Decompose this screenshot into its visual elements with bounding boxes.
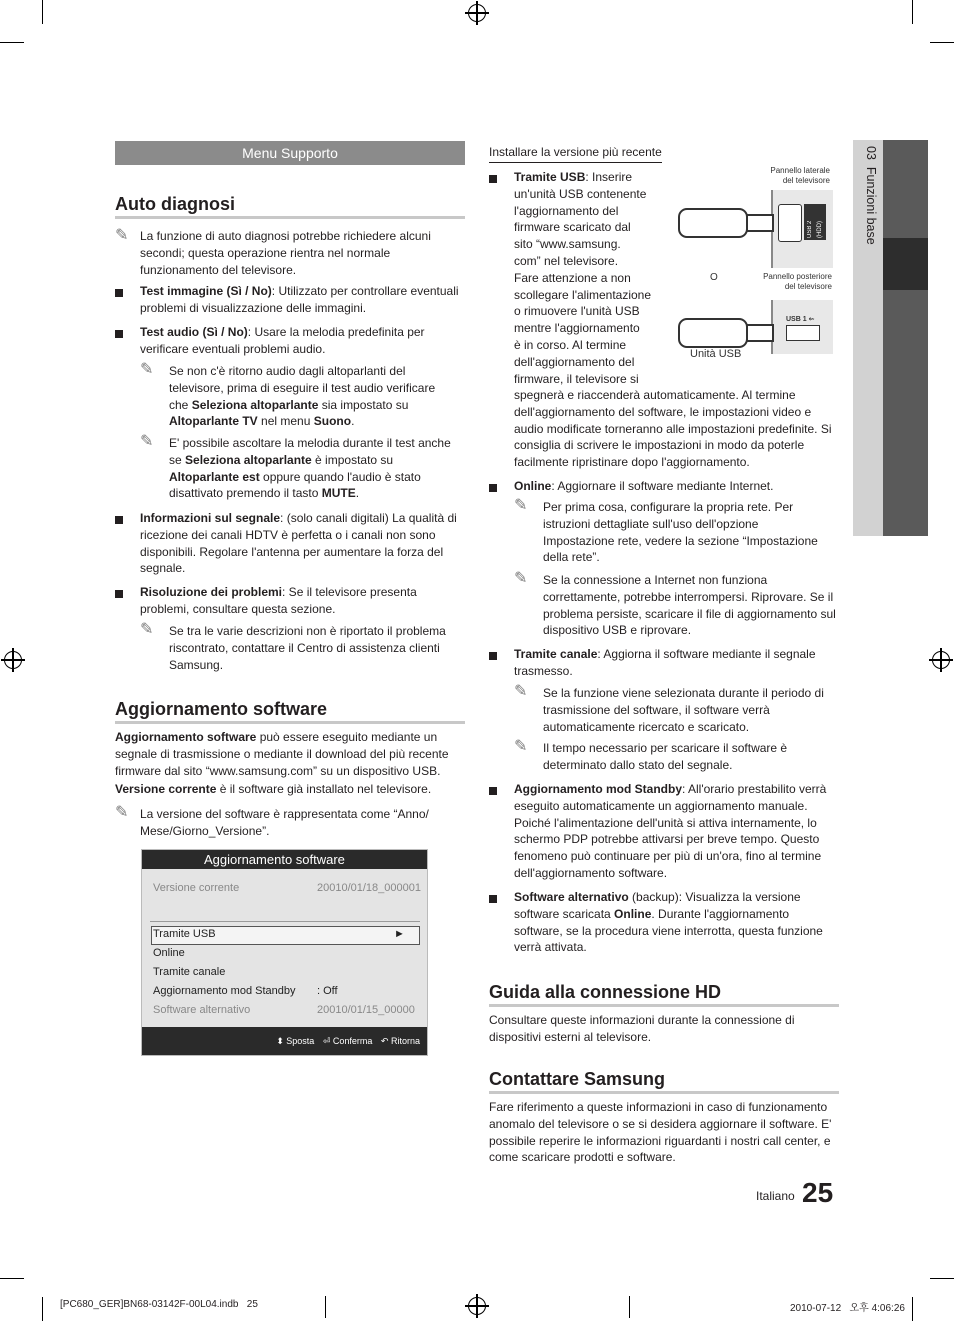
contattare-section [489,1068,839,1094]
bullet-text: Test immagine (Sì / No): Utilizzato per controllare eventuali problemi di visualizzazione delle immagini. [140,284,459,315]
note-text: E' possibile ascoltare la melodia durante il test anche se Seleziona altoparlante è impostato su Altoparlante est oppure quando l'audio è stato disattivato premendo il tasto MUTE. [169,436,451,501]
note-pencil-icon: ✎ [514,738,528,755]
osd-item-value: : Off [317,985,338,997]
registration-mark-icon [4,651,22,669]
osd-footer-confirm: Conferma [332,1036,373,1046]
section-rule [115,721,465,724]
section-title: Auto diagnosi [115,194,235,214]
return-icon: ↶ [380,1036,389,1046]
side-tab-dark [883,140,928,536]
note-text: Se tra le varie descrizioni non è riportato il problema riscontrato, contattare il Centro di assistenza clienti Samsung. [169,624,446,672]
contattare-text: Fare riferimento a queste informazioni in caso di funzionamento anomalo del televisore o se si desidera aggiornare il software. E' possibile reperire le informazioni riguardanti i nostri call center, e come scaricare prodotti e software. [489,1100,832,1165]
diagram-side-label: Pannello laterale del televisore [770,166,830,185]
osd-title: Aggiornamento software [204,852,345,867]
crop-mark [42,1297,43,1321]
note-pencil-icon: ✎ [140,433,154,450]
aggiornamento-section [115,698,465,724]
osd-item-tramite-canale[interactable]: Tramite canale [153,966,226,978]
side-port-label: USB 2 (HDD) [807,220,823,238]
osd-item-standby[interactable]: Aggiornamento mod Standby [153,985,296,997]
note-text: Se non c'è ritorno audio dagli altoparlanti del televisore, prima di eseguire il test audio verificare che Seleziona altoparlante sia impostato su Altoparlante TV nel menu Suono. [169,364,436,429]
bullet-icon [115,590,123,598]
bullet-text: Risoluzione dei problemi: Se il televisore presenta problemi, consultare questa sezione. [140,585,417,616]
intro-text: Aggiornamento software può essere eseguito mediante un segnale di trasmissione o mediante il download del più recente firmware dal sito “www.samsung.com” su un dispositivo USB. [115,730,449,778]
bullet-icon [489,787,497,795]
page-number: 25 [802,1177,834,1208]
registration-mark-icon [468,4,486,22]
usb-drive-rear-icon [678,318,748,348]
osd-divider [150,921,420,922]
note-text: Il tempo necessario per scaricare il software è determinato dallo stato del segnale. [543,741,788,772]
section-title: Guida alla connessione HD [489,982,722,1002]
bullet-text: Tramite canale: Aggiorna il software mediante il segnale trasmesso. [514,647,816,678]
usb-drive-plug [746,214,774,232]
bullet-icon [115,330,123,338]
registration-mark-icon [468,1297,486,1315]
usb-text-continued: spegnerà e riaccenderà automaticamente. Al termine dell'aggiornamento del software, le impostazioni video e audio modificate torneranno alle impostazioni predefinite. Si consiglia di scrivere le impostazioni in modo da poterle facilmente ripristinare dopo l'aggiornamento. [514,388,832,470]
osd-item-software-alternativo[interactable]: Software alternativo [153,1004,251,1016]
print-divider [325,1296,326,1318]
guida-section [489,981,839,1007]
print-date-label: 2010-07-12 오후 4:06:26 [790,1303,905,1314]
crop-mark [42,0,43,24]
osd-title-bar [142,850,427,869]
crop-mark [930,42,954,43]
osd-item-value: 20010/01/15_00000 [317,1004,415,1016]
guida-text: Consultare queste informazioni durante la connessione di dispositivi esterni al televisore. [489,1013,795,1044]
enter-icon: ⏎ [322,1036,331,1046]
diagram-or: O [710,272,718,283]
crop-mark [912,1297,913,1321]
footer-language: Italiano [756,1189,795,1203]
osd-current-value: 20010/01/18_000001 [317,882,421,894]
note-pencil-icon: ✎ [514,683,528,700]
diagram-usb-label: Unità USB [690,348,742,360]
registration-mark-icon [932,651,950,669]
chapter-number: 03 [864,146,878,160]
crop-mark [0,42,24,43]
side-tab-label [858,146,878,346]
version-text: Versione corrente è il software già installato nel televisore. [115,782,432,796]
osd-footer-return: Ritorna [390,1036,420,1046]
osd-item-online[interactable]: Online [153,947,185,959]
note-pencil-icon: ✎ [514,497,528,514]
bullet-icon [115,289,123,297]
section-title: Aggiornamento software [115,699,328,719]
note-text: Per prima cosa, configurare la propria rete. Per istruzioni dettagliate sull'uso dell'opzione Impostazione rete, vedere la sezione “Impostazione della rete”. [543,500,818,565]
usb-drive-side-icon [678,208,748,238]
usb-drive-plug [746,324,774,342]
move-icon: ⬍ [276,1036,284,1046]
bullet-text: Test audio (Sì / No): Usare la melodia predefinita per verificare eventuali problemi audio. [140,325,425,356]
osd-item-arrow: ► [394,928,405,940]
bullet-icon [489,175,497,183]
note-pencil-icon: ✎ [514,570,528,587]
bullet-icon [489,895,497,903]
note-pencil-icon: ✎ [115,804,129,821]
note-text: Se la connessione a Internet non funziona correttamente, potrebbe interrompersi. Riprovare. Se il problema persiste, scaricare il file di aggiornamento sul dispositivo USB e riprovare. [543,573,836,638]
section-rule [489,1004,839,1007]
bullet-text: Informazioni sul segnale: (solo canali digitali) La qualità di ricezione dei canali HDTV è perfetta o i canali non sono disponibili. Regolare l'antenna per aumentare la forza del segnale. [140,511,457,576]
section-title: Contattare Samsung [489,1069,666,1089]
chapter-title: Funzioni base [864,166,878,245]
side-usb-port [778,204,802,242]
osd-footer-bar [142,1027,427,1055]
usb-symbol-icon: ⇜ [808,316,815,323]
note-text: La funzione di auto diagnosi potrebbe richiedere alcuni secondi; questa operazione rientra nel normale funzionamento del televisore. [140,229,431,277]
diagram-rear-label: Pannello posteriore del televisore [763,272,832,291]
auto-diagnosi-section [115,193,465,219]
install-heading: Installare la versione più recente [489,144,662,163]
section-rule [115,216,465,219]
bullet-icon [489,484,497,492]
menu-header-title: Menu Supporto [242,145,338,161]
note-pencil-icon: ✎ [140,361,154,378]
note-text: Se la funzione viene selezionata durante il periodo di trasmissione del software, il software verrà automaticamente ricercato e scaricato. [543,686,824,734]
note-pencil-icon: ✎ [115,227,129,244]
osd-screen [141,849,428,1056]
print-divider [629,1296,630,1318]
osd-current-label: Versione corrente [153,882,240,894]
note-text: La versione del software è rappresentata come “Anno/ Mese/Giorno_Versione”. [140,807,429,838]
osd-footer-move: Sposta [286,1036,315,1046]
rear-port-label: USB 1 ⇜ [786,316,815,323]
osd-item-label: Tramite USB [153,928,216,940]
bullet-text: Aggiornamento mod Standby: All'orario prestabilito verrà eseguito automaticamente un aggiornamento manuale. Poiché l'alimentazione dell'unità si attiva internamente, lo schermo PDP potrebbe attivarsi per breve tempo. Questo fenomeno può continuare per più di un'ora, fino al termine dell'aggiornamento software. [514,782,827,880]
usb-diagram [670,164,835,364]
bullet-text: Online: Aggiornare il software mediante Internet. [514,479,774,493]
menu-header-bar [115,141,465,165]
usb-text-block: Tramite USB: Inserire un'unità USB contenente l'aggiornamento del firmware scaricato dal sito “www.samsung. com” nel televisore. Fare attenzione a non scollegare l'alimentazione o rimuovere l'unità USB mentre l'aggiornamento è in corso. Al termine dell'aggiornamento del firmware, il televisore si [514,170,652,386]
print-file-label: [PC680_GER]BN68-03142F-00L04.indb 25 [60,1299,258,1310]
crop-mark [0,1278,24,1279]
bullet-text: Software alternativo (backup): Visualizza la versione software scaricata Online. Durante l'aggiornamento software, se la procedura viene interrotta, questa funzione verrà attivata. [514,890,823,955]
bullet-icon [489,652,497,660]
rear-usb-port [786,325,820,341]
crop-mark [912,0,913,24]
side-tab-marker [883,238,928,290]
bullet-icon [115,516,123,524]
note-pencil-icon: ✎ [140,621,154,638]
crop-mark [930,1278,954,1279]
section-rule [489,1091,839,1094]
